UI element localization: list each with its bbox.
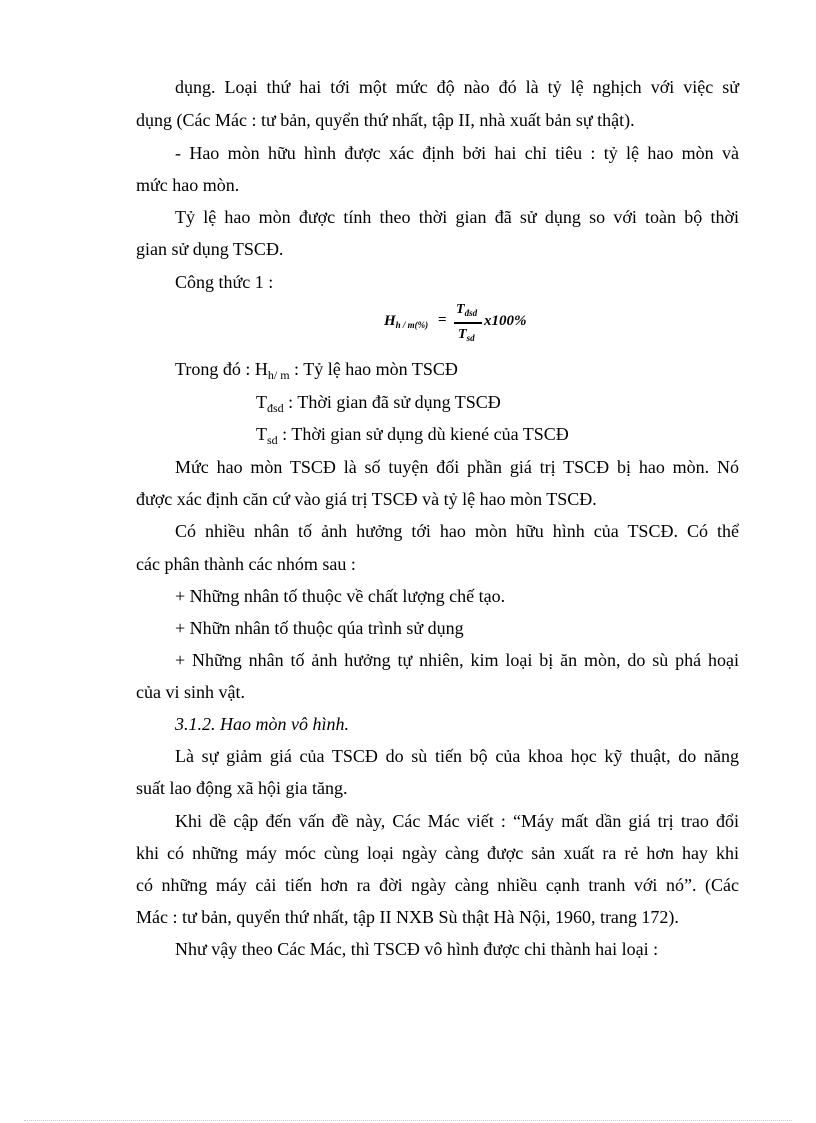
text-line: Mác : tư bản, quyển thứ nhất, tập II NXB Sù thật Hà Nội, 1960, trang 172).: [136, 907, 679, 927]
text-line: các phân thành các nhóm sau :: [136, 554, 356, 574]
text-line: - Hao mòn hữu hình được xác định bởi hai chỉ tiêu : tỷ lệ hao mòn và: [175, 143, 739, 163]
bullet-line: + Những nhân tố ảnh hưởng tự nhiên, kim loại bị ăn mòn, do sù phá hoại: [175, 650, 739, 670]
definition-line: $T_{sd}$ : Thời gian sử dụng dù kiené của TSCĐ: [256, 424, 569, 447]
text-line: có những máy cải tiến hơn ra đời ngày càng nhiều cạnh tranh với nó”. (Các: [136, 875, 739, 895]
text-line: Là sự giảm giá của TSCĐ do sù tiến bộ của khoa học kỹ thuật, do năng: [175, 746, 739, 766]
text-line: Có nhiều nhân tố ảnh hưởng tới hao mòn hữu hình của TSCĐ. Có thể: [175, 521, 739, 541]
text-line: dụng (Các Mác : tư bản, quyển thứ nhất, tập II, nhà xuất bản sự thật).: [136, 110, 635, 130]
formula-hao-mon: [384, 300, 544, 352]
text-line: gian sử dụng TSCĐ.: [136, 239, 284, 259]
text-line: Khi dề cập đến vấn đề này, Các Mác viết : “Máy mất dần giá trị trao đổi: [175, 811, 739, 831]
formula-equals: =: [438, 312, 447, 328]
text-line: Mức hao mòn TSCĐ là số tuyện đối phần giá trị TSCĐ bị hao mòn. Nó: [175, 457, 739, 477]
definition-line: Trong đó : $H_{h/ m}$ : Tỷ lệ hao mòn TSCĐ: [175, 359, 458, 382]
text-line: mức hao mòn.: [136, 175, 240, 195]
text-line: Như vậy theo Các Mác, thì TSCĐ vô hình được chi thành hai loại :: [175, 939, 659, 959]
page-bottom-rule: [24, 1120, 792, 1121]
text-line: khi có những máy móc cùng loại ngày càng được sản xuất ra rẻ hơn hay khi: [136, 843, 739, 863]
bullet-line: + Nhữn nhân tố thuộc qúa trình sử dụng: [175, 618, 464, 638]
text-line: của vi sinh vật.: [136, 682, 245, 702]
text-line: suất lao động xã hội gia tăng.: [136, 778, 348, 798]
formula-numerator: $T_{đsd}$: [456, 302, 478, 318]
text-line: được xác định căn cứ vào giá trị TSCĐ và tỷ lệ hao mòn TSCĐ.: [136, 489, 597, 509]
section-heading: 3.1.2. Hao mòn vô hình.: [175, 714, 349, 734]
formula-multiplier: x100%: [484, 313, 527, 329]
fraction-bar: [454, 322, 482, 324]
bullet-line: + Những nhân tố thuộc về chất lượng chế tạo.: [175, 586, 506, 606]
formula-denominator: $T_{sd}$: [458, 327, 475, 343]
definition-line: $T_{đsd}$ : Thời gian đã sử dụng TSCĐ: [256, 392, 501, 415]
text-line: dụng. Loại thứ hai tới một mức độ nào đó là tỷ lệ nghịch với việc sử: [175, 77, 739, 97]
text-line: Tỷ lệ hao mòn được tính theo thời gian đã sử dụng so với toàn bộ thời: [175, 207, 739, 227]
text-line: Công thức 1 :: [175, 272, 274, 292]
formula-lhs: $H_{h / m(\%)}$: [384, 313, 429, 330]
